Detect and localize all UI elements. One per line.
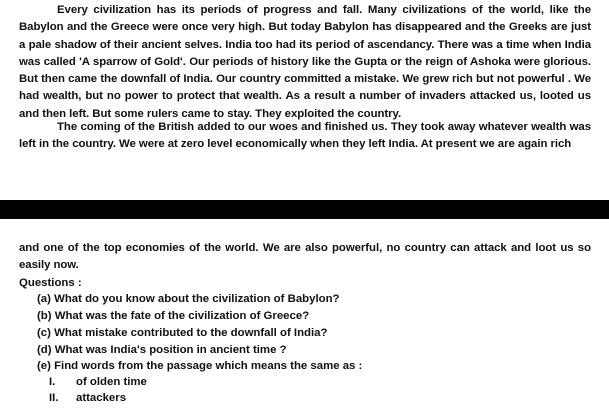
question-a: (a) What do you know about the civilization of Babylon? [37,293,340,305]
sub-item-2-number: II. [49,392,59,404]
page-break-bar [0,200,609,219]
question-e: (e) Find words from the passage which means the same as : [37,360,363,372]
sub-item-1-text: of olden time [76,376,147,388]
paragraph-1-text: Every civilization has its periods of progress and fall. Many civilizations of the world, like the Babylon and the Greece were once very high. But today Babylon has disappeared and the Greeks are just a pale shadow of their ancient selves. India too had its period of ascendancy. There was a time when India was called 'A sparrow of Gold'. Our periods of history like the Gupta or the reign of Ashoka were glorious. But then came the downfall of India. Our country committed a mistake. We grew rich but not powerful . We had wealth, but no power to protect that wealth. As a result a number of invaders attacked us, looted us and then left. But some rulers came to stay. They exploited the country. [19,4,591,120]
question-b: (b) What was the fate of the civilization of Greece? [37,310,310,322]
passage-paragraph-3: and one of the top economies of the world. We are also powerful, no country can attack and loot us so easily now. [19,242,591,272]
question-d: (d) What was India's position in ancient time ? [37,344,287,356]
question-c: (c) What mistake contributed to the downfall of India? [37,327,328,339]
sub-item-1-number: I. [49,376,56,388]
passage-paragraph-1 [19,2,591,123]
questions-heading: Questions : [19,277,82,289]
sub-item-2-text: attackers [76,392,127,404]
paragraph-2-text: The coming of the British added to our woes and finished us. They took away whatever wealth was left in the country. We were at zero level economically when they left India. At present we are again rich [19,121,591,151]
passage-paragraph-2 [19,119,591,154]
